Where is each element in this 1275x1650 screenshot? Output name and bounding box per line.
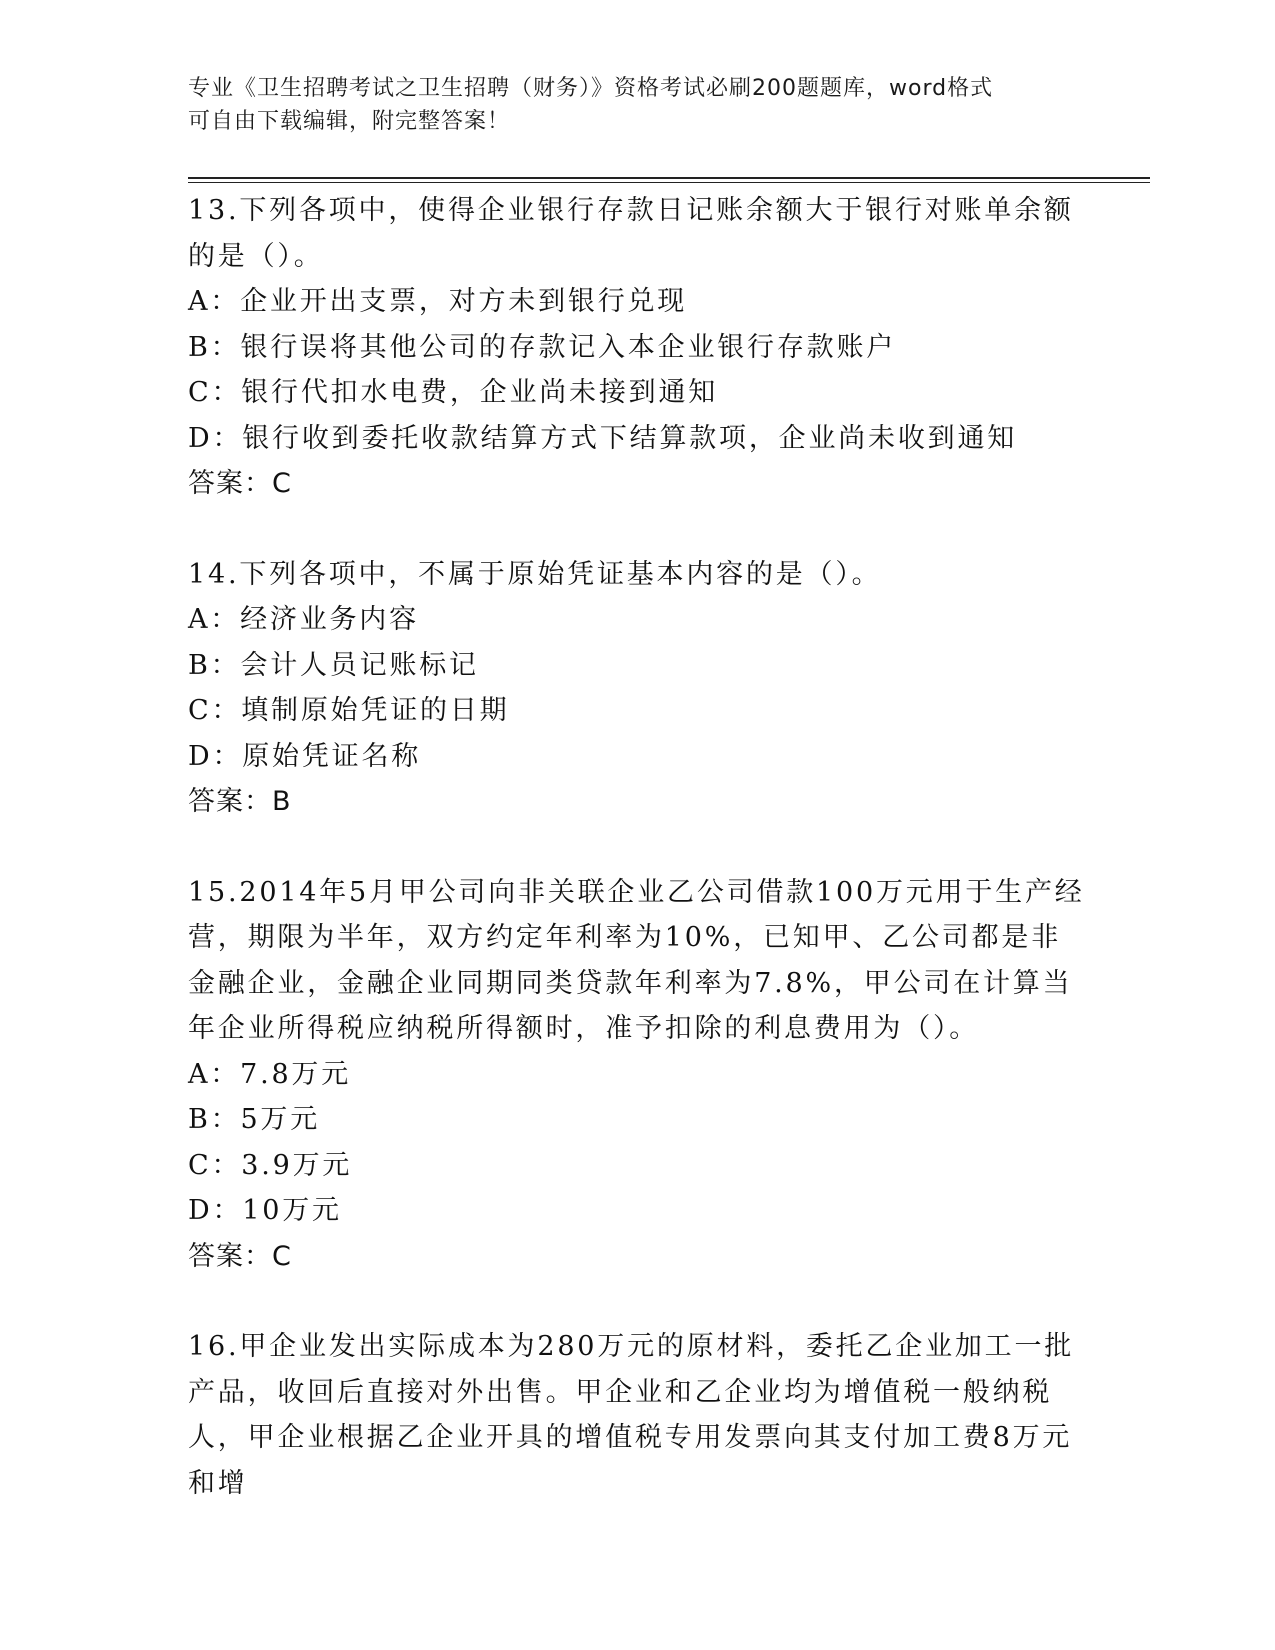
question-stem: 16.甲企业发出实际成本为280万元的原材料，委托乙企业加工一批产品，收回后直接对外出售。甲企业和乙企业均为增值税一般纳税人，甲企业根据乙企业开具的增值税专用发票向其支付加工费8万元和增: [188, 1331, 1075, 1499]
answer-line: 答案：B: [188, 786, 292, 817]
header-divider-thick: [188, 177, 1150, 179]
header-line-2: 可自由下载编辑，附完整答案！: [188, 109, 511, 134]
document-header: [188, 72, 1068, 138]
option-c: C：填制原始凭证的日期: [188, 695, 510, 726]
question-stem: 14.下列各项中，不属于原始凭证基本内容的是（）。: [188, 558, 882, 590]
option-d: D：银行收到委托收款结算方式下结算款项，企业尚未收到通知: [188, 422, 1018, 454]
option-a: A：7.8万元: [188, 1058, 352, 1090]
option-a: A：经济业务内容: [188, 604, 419, 635]
question-14: [188, 552, 1088, 825]
header-divider-thin: [188, 182, 1150, 183]
question-list: [188, 188, 1088, 1551]
option-b: B：会计人员记账标记: [188, 649, 479, 681]
option-a: A：企业开出支票，对方未到银行兑现: [188, 286, 688, 317]
answer-line: 答案：C: [188, 468, 292, 499]
option-b: B：5万元: [188, 1104, 321, 1135]
header-line-1: 专业《卫生招聘考试之卫生招聘（财务）》资格考试必刷200题题库，word格式: [188, 76, 994, 101]
question-13: [188, 188, 1088, 507]
option-c: C：3.9万元: [188, 1149, 353, 1181]
answer-line: 答案：C: [188, 1240, 292, 1272]
option-d: D：原始凭证名称: [188, 740, 422, 772]
question-stem: 13.下列各项中，使得企业银行存款日记账余额大于银行对账单余额的是（）。: [188, 195, 1074, 272]
question-15: [188, 870, 1088, 1280]
question-16: [188, 1324, 1088, 1506]
option-d: D：10万元: [188, 1195, 342, 1226]
option-c: C：银行代扣水电费，企业尚未接到通知: [188, 377, 719, 408]
option-b: B：银行误将其他公司的存款记入本企业银行存款账户: [188, 331, 897, 363]
question-stem: 15.2014年5月甲公司向非关联企业乙公司借款100万元用于生产经营，期限为半年，双方约定年利率为10%，已知甲、乙公司都是非金融企业，金融企业同期同类贷款年利率为7.8%，甲公司在计算当年企业所得税应纳税所得额时，准予扣除的利息费用为（）。: [188, 876, 1085, 1044]
